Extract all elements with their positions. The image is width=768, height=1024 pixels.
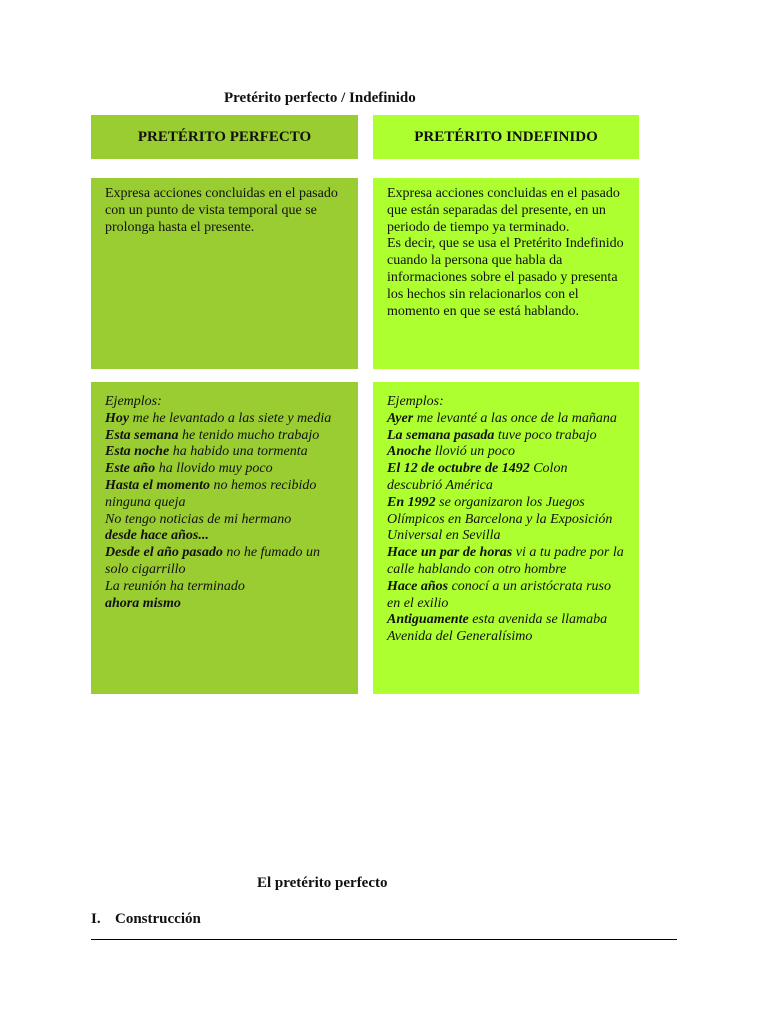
example-line	[105, 596, 344, 613]
example-text: me he levantado a las siete y media	[129, 410, 332, 426]
example-text: ha habido una tormenta	[169, 444, 308, 460]
example-line	[105, 512, 344, 529]
example-time-marker: Este año	[105, 461, 156, 477]
section-title: El pretérito perfecto	[257, 875, 388, 891]
example-time-marker: Hoy	[105, 410, 130, 426]
example-time-marker: Hasta el momento	[105, 477, 210, 493]
header-preterito-perfecto: PRETÉRITO PERFECTO	[91, 115, 358, 159]
example-time-marker: Antiguamente	[387, 612, 469, 628]
example-time-marker: Anoche	[387, 444, 432, 460]
example-time-marker: Hace un par de horas	[387, 545, 513, 561]
example-line	[105, 461, 344, 478]
example-text: esta avenida se llamaba Avenida del Generalísimo	[387, 612, 608, 645]
example-time-marker: Desde el año pasado	[105, 545, 223, 561]
example-text: vi a tu padre por la calle hablando con otro hombre	[387, 545, 624, 577]
example-line	[105, 411, 344, 428]
example-line	[387, 428, 625, 445]
example-line	[105, 545, 344, 579]
example-text: La reunión ha terminado	[105, 578, 245, 594]
example-line	[387, 411, 625, 428]
example-time-marker: Hace años	[387, 578, 449, 594]
example-text: Colon descubrió América	[387, 461, 568, 493]
example-text: No tengo noticias de mi hermano	[105, 511, 292, 527]
heading-text: Construcción	[115, 911, 201, 927]
examples-label: Ejemplos:	[387, 394, 444, 409]
example-line	[387, 579, 625, 613]
examples-preterito-indefinido	[373, 382, 639, 694]
section-heading	[91, 911, 201, 928]
example-line	[105, 428, 344, 445]
example-time-marker: En 1992	[387, 494, 436, 510]
header-preterito-indefinido: PRETÉRITO INDEFINIDO	[373, 115, 639, 159]
example-text: se organizaron los Juegos Olímpicos en Barcelona y la Exposición Universal en Sevilla	[387, 494, 613, 544]
example-time-marker: Ayer	[387, 410, 414, 426]
example-line	[387, 612, 625, 646]
description-preterito-indefinido	[373, 178, 639, 369]
description-text: Expresa acciones concluidas en el pasado con un punto de vista temporal que se prolonga hasta el presente.	[105, 186, 338, 235]
example-line	[105, 444, 344, 461]
example-line	[387, 495, 625, 545]
example-line	[387, 545, 625, 579]
example-text: ha llovido muy poco	[155, 461, 273, 477]
page-title: Pretérito perfecto / Indefinido	[224, 90, 416, 106]
example-text: me levanté a las once de la mañana	[413, 410, 617, 426]
example-time-marker: ahora mismo	[105, 595, 181, 611]
example-text: llovió un poco	[431, 444, 515, 460]
example-line	[105, 579, 344, 596]
description-preterito-perfecto	[91, 178, 358, 369]
examples-preterito-perfecto	[91, 382, 358, 694]
horizontal-rule	[91, 939, 677, 940]
example-line	[387, 444, 625, 461]
example-time-marker: Esta noche	[105, 444, 170, 460]
example-line	[387, 461, 625, 495]
example-time-marker: El 12 de octubre de 1492	[387, 461, 530, 477]
description-extra-text: Es decir, que se usa el Pretérito Indefinido cuando la persona que habla da informaciones sobre el pasado y presenta los hechos sin relacionarlos con el momento en que se está hablando.	[387, 236, 624, 319]
example-text: conocí a un aristócrata ruso en el exilio	[387, 578, 612, 611]
example-time-marker: desde hace años...	[105, 528, 209, 544]
example-text: tuve poco trabajo	[494, 427, 597, 443]
example-time-marker: Esta semana	[105, 427, 179, 443]
description-text: Expresa acciones concluidas en el pasado que están separadas del presente, en un periodo de tiempo ya terminado.	[387, 186, 620, 235]
example-text: no he fumado un solo cigarrillo	[105, 545, 321, 577]
example-text: no hemos recibido ninguna queja	[105, 477, 317, 510]
example-line	[105, 528, 344, 545]
example-time-marker: La semana pasada	[387, 427, 495, 443]
example-line	[105, 478, 344, 512]
heading-number: I.	[91, 911, 101, 927]
example-text: he tenido mucho trabajo	[178, 427, 320, 443]
examples-label: Ejemplos:	[105, 394, 162, 409]
